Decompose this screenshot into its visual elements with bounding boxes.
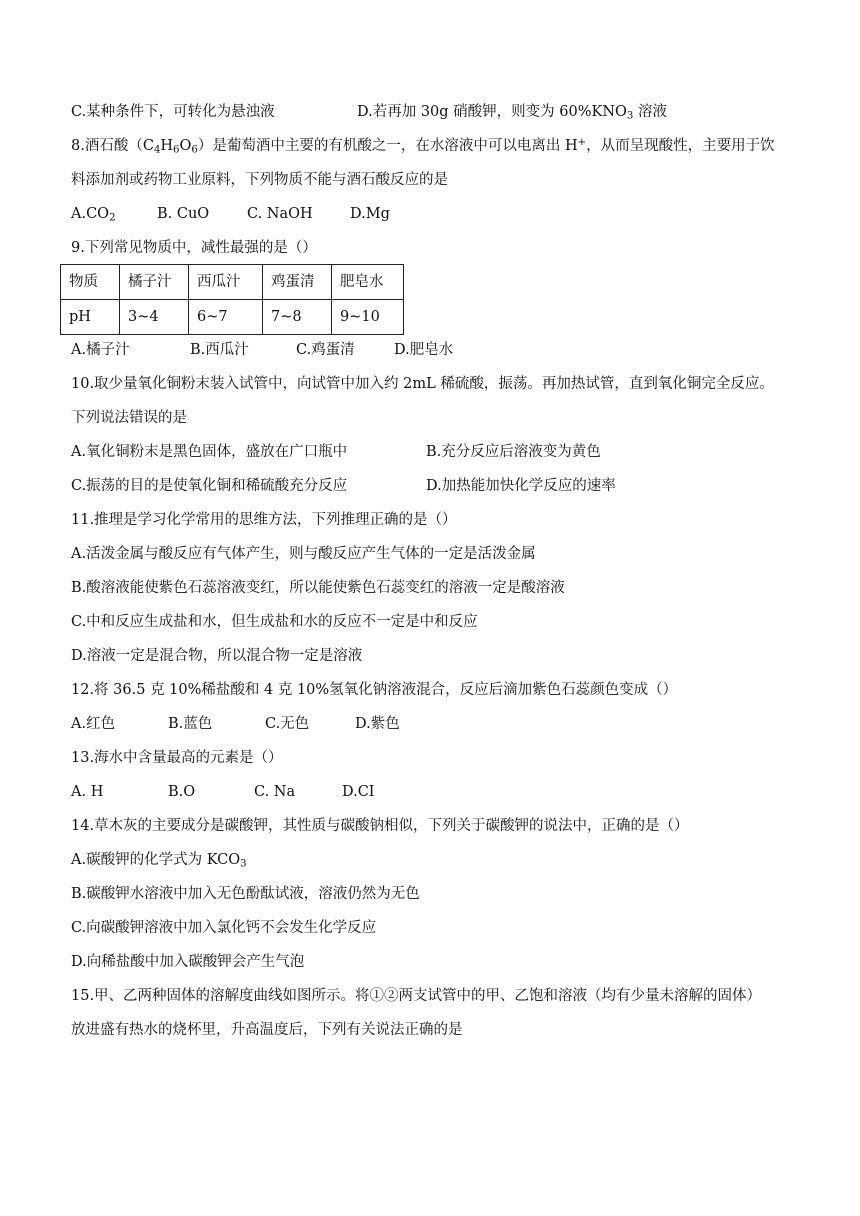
q8-stem-line2: 料添加剂或药物工业原料，下列物质不能与酒石酸反应的是 [71,172,448,188]
q8-option-c: C. NaOH [247,206,313,222]
q12-stem: 12.将 36.5 克 10%稀盐酸和 4 克 10%氢氧化钠溶液混合，反应后滴加紫色石蕊颜色变成（） [71,682,678,698]
q9-option-c: C.鸡蛋清 [296,342,355,358]
q14-option-c: C.向碳酸钾溶液中加入氯化钙不会发生化学反应 [71,920,377,936]
q15-stem-line1: 15.甲、乙两种固体的溶解度曲线如图所示。将①②两支试管中的甲、乙饱和溶液（均有少量未溶解的固体） [71,988,762,1004]
q10-option-d: D.加热能加快化学反应的速率 [426,478,616,494]
q13-stem: 13.海水中含量最高的元素是（） [71,750,283,766]
q9-option-a: A.橘子汁 [71,342,130,358]
q9-option-b: B.西瓜汁 [190,342,249,358]
q7-option-d: D.若再加 30g 硝酸钾，则变为 $60\%KNO_3$ 溶液 [357,104,667,122]
table-cell: 橘子汁 [120,265,189,300]
q12-option-c: C.无色 [265,716,310,732]
q14-option-b: B.碳酸钾水溶液中加入无色酚酞试液，溶液仍然为无色 [71,886,420,902]
table-cell: 7~8 [263,300,332,335]
q8-option-a: $A.CO_2$ [71,206,116,224]
q14-option-d: D.向稀盐酸中加入碳酸钾会产生气泡 [71,954,305,970]
table-cell: 物质 [61,265,120,300]
q9-option-d: D.肥皂水 [394,342,454,358]
q11-option-c: C.中和反应生成盐和水，但生成盐和水的反应不一定是中和反应 [71,614,478,630]
q12-option-b: B.蓝色 [168,716,213,732]
table-cell: 9~10 [332,300,404,335]
table-cell: 6~7 [189,300,263,335]
q13-option-d: D.CI [342,784,375,800]
q8-option-b: B. CuO [157,206,210,222]
table-row [61,265,404,300]
q14-option-a: A.碳酸钾的化学式为 $KCO_3$ [71,852,247,870]
q12-option-a: A.红色 [71,716,116,732]
q13-option-b: B.O [168,784,196,800]
q15-stem-line2: 放进盛有热水的烧杯里，升高温度后，下列有关说法正确的是 [71,1022,463,1038]
q11-stem: 11.推理是学习化学常用的思维方法，下列推理正确的是（） [71,512,457,528]
q13-option-c: C. Na [254,784,296,800]
q10-option-a: A.氧化铜粉末是黑色固体，盛放在广口瓶中 [71,444,348,460]
table-cell: pH [61,300,120,335]
q10-option-b: B.充分反应后溶液变为黄色 [426,444,601,460]
q10-stem-line1: 10.取少量氧化铜粉末装入试管中，向试管中加入约 2mL 稀硫酸，振荡。再加热试管，直到氧化铜完全反应。 [71,376,774,392]
q10-stem-line2: 下列说法错误的是 [71,410,187,426]
q12-option-d: D.紫色 [355,716,400,732]
table-cell: 肥皂水 [332,265,404,300]
q11-option-b: B.酸溶液能使紫色石蕊溶液变红，所以能使紫色石蕊变红的溶液一定是酸溶液 [71,580,565,596]
q14-stem: 14.草木灰的主要成分是碳酸钾，其性质与碳酸钠相似，下列关于碳酸钾的说法中，正确的是（） [71,818,689,834]
table-row [61,300,404,335]
table-cell: 鸡蛋清 [263,265,332,300]
q8-stem-line1: 8.酒石酸$(C_4H_6O_6)$是葡萄酒中主要的有机酸之一，在水溶液中可以电离出 H+，从而呈现酸性，主要用于饮 [71,136,775,156]
q7-option-c: C.某种条件下，可转化为悬浊液 [71,104,275,120]
table-cell: 西瓜汁 [189,265,263,300]
q11-option-a: A.活泼金属与酸反应有气体产生，则与酸反应产生气体的一定是活泼金属 [71,546,536,562]
q9-stem: 9.下列常见物质中，减性最强的是（） [71,240,317,256]
q13-option-a: A. H [71,784,104,800]
q11-option-d: D.溶液一定是混合物，所以混合物一定是溶液 [71,648,363,664]
q8-option-d: D.Mg [350,206,390,222]
q10-option-c: C.振荡的目的是使氧化铜和稀硫酸充分反应 [71,478,348,494]
table-cell: 3~4 [120,300,189,335]
ph-table [60,264,404,335]
